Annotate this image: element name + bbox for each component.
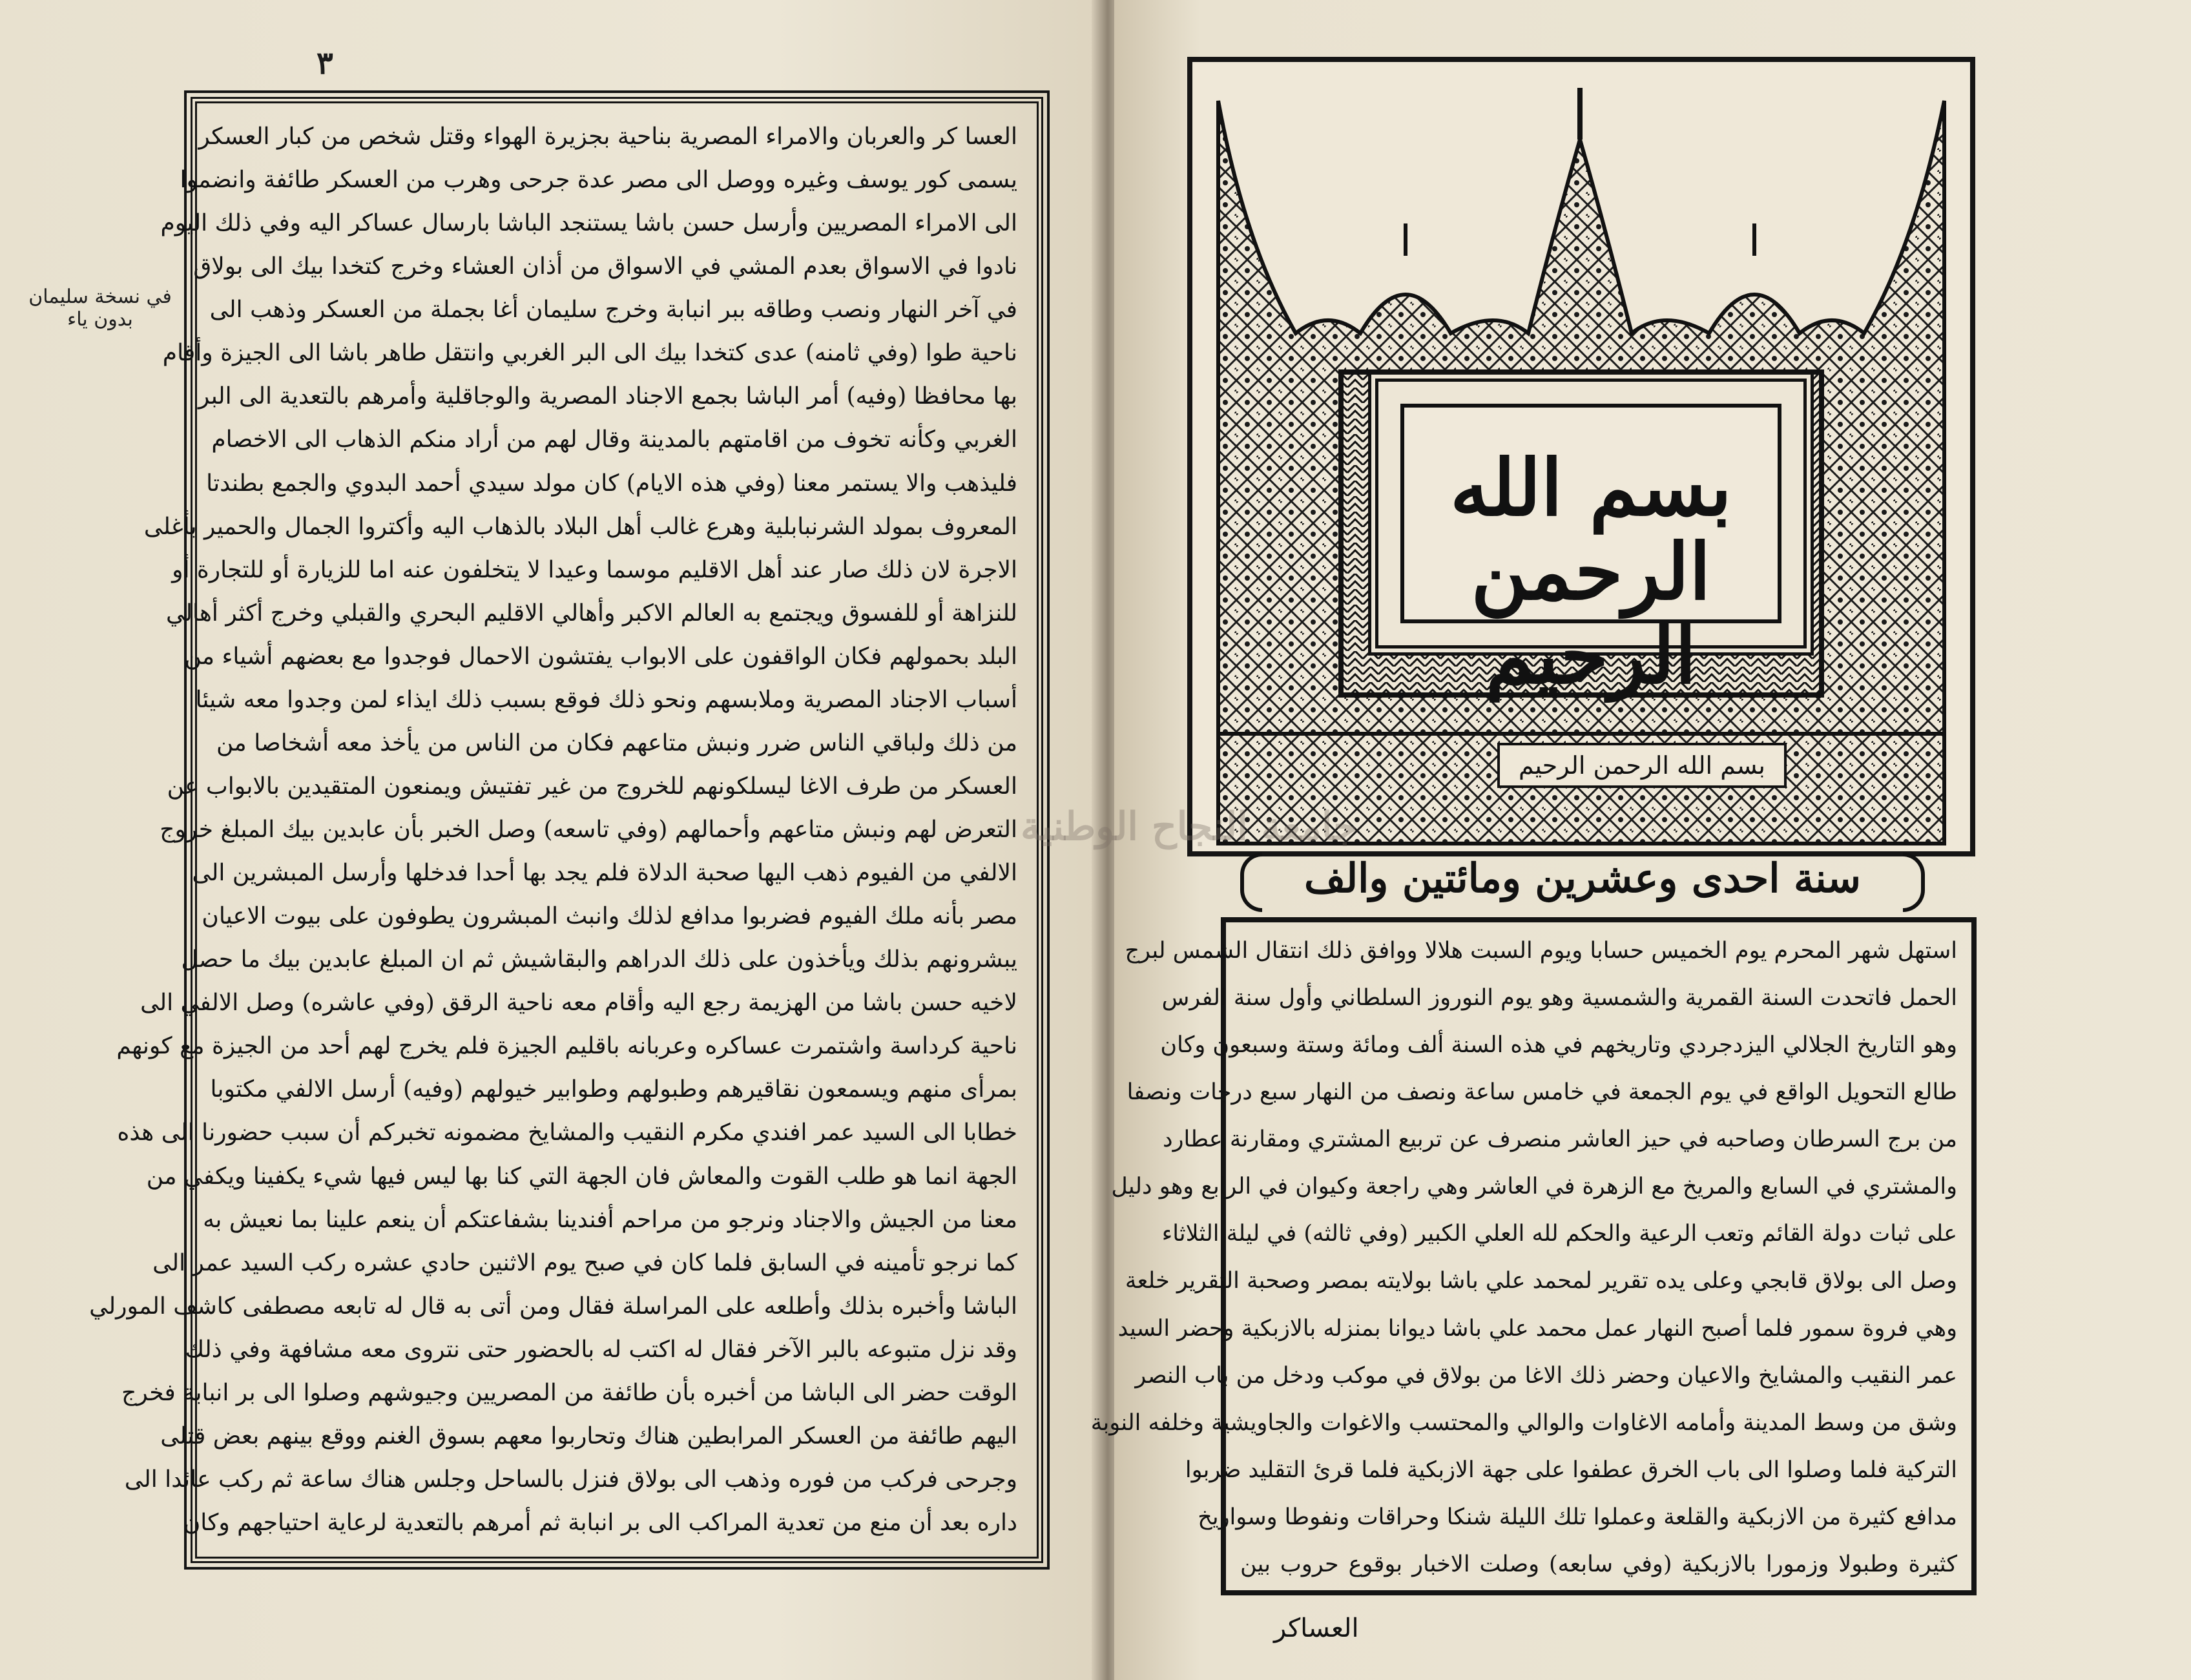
catchword: العساكر — [1274, 1613, 1359, 1643]
page-number: ٣ — [317, 45, 333, 81]
text-line: من ذلك ولباقي الناس ضرر ونبش متاعهم فكان من الناس من يأخذ معه أشخاصا من — [216, 729, 1017, 756]
text-line: العسكر من طرف الاغا ليسلكونهم للخروج من غير تفتيش ويمنعون المتقيدين بالابواب عن — [167, 773, 1017, 800]
text-line: داره بعد أن منع من تعدية المراكب الى بر انبابة ثم أمرهم بالتعدية لرعاية احتياجهم وكان — [183, 1509, 1017, 1536]
text-line: نادوا في الاسواق بعدم المشي في الاسواق من أذان العشاء وخرج كتخدا بيك الى بولاق — [193, 253, 1017, 280]
text-line: من برج السرطان وصاحبه في حيز العاشر منصرف عن تربيع المشتري ومقارنة عطارد — [1163, 1126, 1957, 1153]
library-watermark: جامعة النجاح الوطنية — [1021, 804, 1358, 849]
text-line: طالع التحويل الواقع في يوم الجمعة في خامس ساعة ونصف من النهار سبع درجات ونصفا — [1127, 1079, 1957, 1106]
margin-note: في نسخة سليمان بدون ياء — [28, 285, 172, 331]
text-line: الغربي وكأنه تخوف من اقامتهم بالمدينة وقال لهم من أراد منكم الذهاب الى الاخصام — [211, 426, 1017, 453]
text-line: الوقت حضر الى الباشا من أخبره بأن طائفة من المصريين وجيوشهم وصلوا الى بر انبابة فخرج — [121, 1379, 1017, 1406]
text-line: ناحية كرداسة واشتمرت عساكره وعربانه باقليم الجيزة فلم يخرج لهم أحد من الجيزة مع كونهم — [116, 1033, 1017, 1060]
text-line: ناحية طوا (وفي ثامنه) عدى كتخدا بيك الى البر الغربي وانتقل طاهر باشا الى الجيزة وأقام — [162, 340, 1017, 367]
text-line: الحمل فاتحدت السنة القمرية والشمسية وهو يوم النوروز السلطاني وأول سنة الفرس — [1161, 985, 1957, 1011]
text-line: وشق من وسط المدينة وأمامه الاغاوات والوالي والمحتسب والاغوات والجاويشية وخلفه النوبة — [1090, 1409, 1957, 1436]
text-line: الجهة انما هو طلب القوت والمعاش فان الجهة التي كنا بها ليس فيها شيء يكفينا ويكفي من — [146, 1163, 1017, 1190]
text-line: اليهم طائفة من العسكر المرابطين هناك وتحاربوا معهم بسوق الغنم ووقع بينهم بعض قتلى — [160, 1422, 1017, 1449]
basmala-cartouche: بسم الله الرحمن الرحيم — [1497, 743, 1787, 788]
text-line: معنا من الجيش والاجناد ونرجو من مراحم أفندينا بشفاعتكم أن ينعم علينا بما نعيش به — [203, 1206, 1017, 1233]
text-line: مصر بأنه ملك الفيوم فضربوا مدافع لذلك وانبث المبشرون يطوفون على بيوت الاعيان — [202, 903, 1017, 930]
text-line: كثيرة وطبولا وزمورا بالازبكية (وفي سابعه) وصلت الاخبار بوقوع حروب بين — [1240, 1551, 1957, 1577]
text-line: البلد بحمولهم فكان الواقفون على الابواب يفتشون الاحمال فوجدوا مع بعضهم أشياء من — [184, 643, 1017, 670]
text-line: التركية فلما وصلوا الى باب الخرق عطفوا على جهة الازبكية فلما قرئ التقليد ضربوا — [1185, 1457, 1957, 1483]
text-line: أسباب الاجناد المصرية وملابسهم ونحو ذلك فوقع بسبب ذلك ايذاء لمن وجدوا معه شيئا — [195, 686, 1017, 713]
kufic-inner-frame — [1400, 404, 1781, 701]
text-line: الالفي من الفيوم ذهب اليها صحبة الدلاة فلم يجد بها أحدا فدخلها وأرسل المبشرين الى — [192, 860, 1017, 887]
text-line: وهي فروة سمور فلما أصبح النهار عمل محمد علي باشا ديوانا بمنزله بالازبكية وحضر السيد — [1117, 1315, 1957, 1342]
right-text-block — [1090, 935, 1957, 1580]
text-line: استهل شهر المحرم يوم الخميس حسابا ويوم السبت هلالا ووافق ذلك انتقال الشمس لبرج — [1125, 938, 1957, 964]
text-line: في آخر النهار ونصب وطاقه ببر انبابة وخرج سليمان أغا بجملة من العسكر وذهب الى — [209, 296, 1017, 324]
text-line: بمرأى منهم ويسمعون نقاقيرهم وطبولهم وطوابير خيولهم (وفيه) أرسل الالفي مكتوبا — [210, 1076, 1017, 1103]
year-title: سنة احدى وعشرين ومائتين والف — [1221, 846, 1944, 911]
text-line: وقد نزل متبوعه بالبر الآخر فقال له اكتب له بالحضور حتى نتروى معه مشافهة وفي ذلك — [185, 1336, 1017, 1363]
kufic-basmala: بسم الله الرحمن الرحيم — [1449, 442, 1732, 701]
text-line: بها محافظا (وفيه) أمر الباشا بجمع الاجناد المصرية والوجاقلية وأمرهم بالتعدية الى البر — [198, 383, 1017, 410]
right-text-frame — [1090, 917, 1977, 1595]
text-line: يبشرونهم بذلك ويأخذون على ذلك الدراهم والبقاشيش ثم ان المبلغ عابدين بيك ما حصل — [181, 946, 1017, 973]
text-line: الباشا وأخبره بذلك وأطلعه على المراسلة فقال ومن أتى به قال له تابعه مصطفى كاشف المورلي — [89, 1292, 1017, 1320]
text-line: كما نرجو تأمينه في السابق فلما كان في صبح يوم الاثنين حادي عشره ركب السيد عمر الى — [152, 1249, 1017, 1276]
text-line: الى الامراء المصريين وأرسل حسن باشا يستنجد الباشا بارسال عساكر اليه وفي ذلك اليوم — [160, 210, 1017, 237]
kufic-calligraphy-panel — [1368, 371, 1814, 701]
text-line: مدافع كثيرة من الازبكية والقلعة وعملوا تلك الليلة شنكا وحراقات ونفوطا وسواريخ — [1198, 1504, 1957, 1530]
text-line: المعروف بمولد الشرنبابلية وهرع غالب أهل البلاد بالذهاب اليه وأكتروا الجمال والحمير بأغلى — [143, 513, 1017, 540]
text-line: يسمى كور يوسف وغيره ووصل الى مصر عدة جرحى وهرب من العسكر طائفة وانضموا — [180, 167, 1017, 194]
text-line: للنزاهة أو للفسوق ويجتمع به العالم الاكبر وأهالي الاقليم البحري والقبلي وخرج أكثر أهالي — [165, 599, 1017, 627]
text-line: التعرض لهم ونبش متاعهم وأحمالهم (وفي تاسعه) وصل الخبر بأن عابدين بيك المبلغ خروج — [160, 816, 1017, 843]
text-line: عمر النقيب والمشايخ والاعيان وحضر ذلك الاغا من بولاق في موكب ودخل من باب النصر — [1135, 1362, 1957, 1389]
text-line: وصل الى بولاق قابجي وعلى يده تقرير لمحمد علي باشا بولايته بمصر وصحبة التقرير خلعة — [1125, 1268, 1957, 1294]
text-line: على ثبات دولة القائم وتعب الرعية والحكم لله العلي الكبير (وفي ثالثه) في ليلة الثلاثاء — [1161, 1221, 1957, 1247]
text-line: خطابا الى السيد عمر افندي مكرم النقيب والمشايخ مضمونه تخبركم أن سبب حضورنا الى هذه — [117, 1119, 1017, 1146]
text-line: الاجرة لان ذلك صار عند أهل الاقليم موسما وعيدا لا يتخلفون عنه اما للزيارة أو للتجارة أو — [172, 556, 1017, 583]
text-line: العسا كر والعربان والامراء المصرية بناحية بجزيرة الهواء وقتل شخص من كبار العسكر — [198, 123, 1017, 150]
text-line: وهو التاريخ الجلالي اليزدجردي وتاريخهم في هذه السنة ألف ومائة وستة وسبعون وكان — [1160, 1032, 1957, 1059]
text-line: لاخيه حسن باشا من الهزيمة رجع اليه وأقام معه ناحية الرقق (وفي عاشره) وصل الالفي الى — [140, 990, 1017, 1017]
text-line: وجرحى فركب من فوره وذهب الى بولاق فنزل بالساحل وجلس هناك ساعة ثم ركب عائدا الى — [124, 1466, 1017, 1493]
text-line: والمشتري في السابع والمريخ مع الزهرة في العاشر وهي راجعة وكيوان في الرابع وهو دليل — [1111, 1174, 1957, 1200]
text-line: فليذهب والا يستمر معنا (وفي هذه الايام) كان مولد سيدي أحمد البدوي والجمع بطندتا — [206, 470, 1017, 497]
